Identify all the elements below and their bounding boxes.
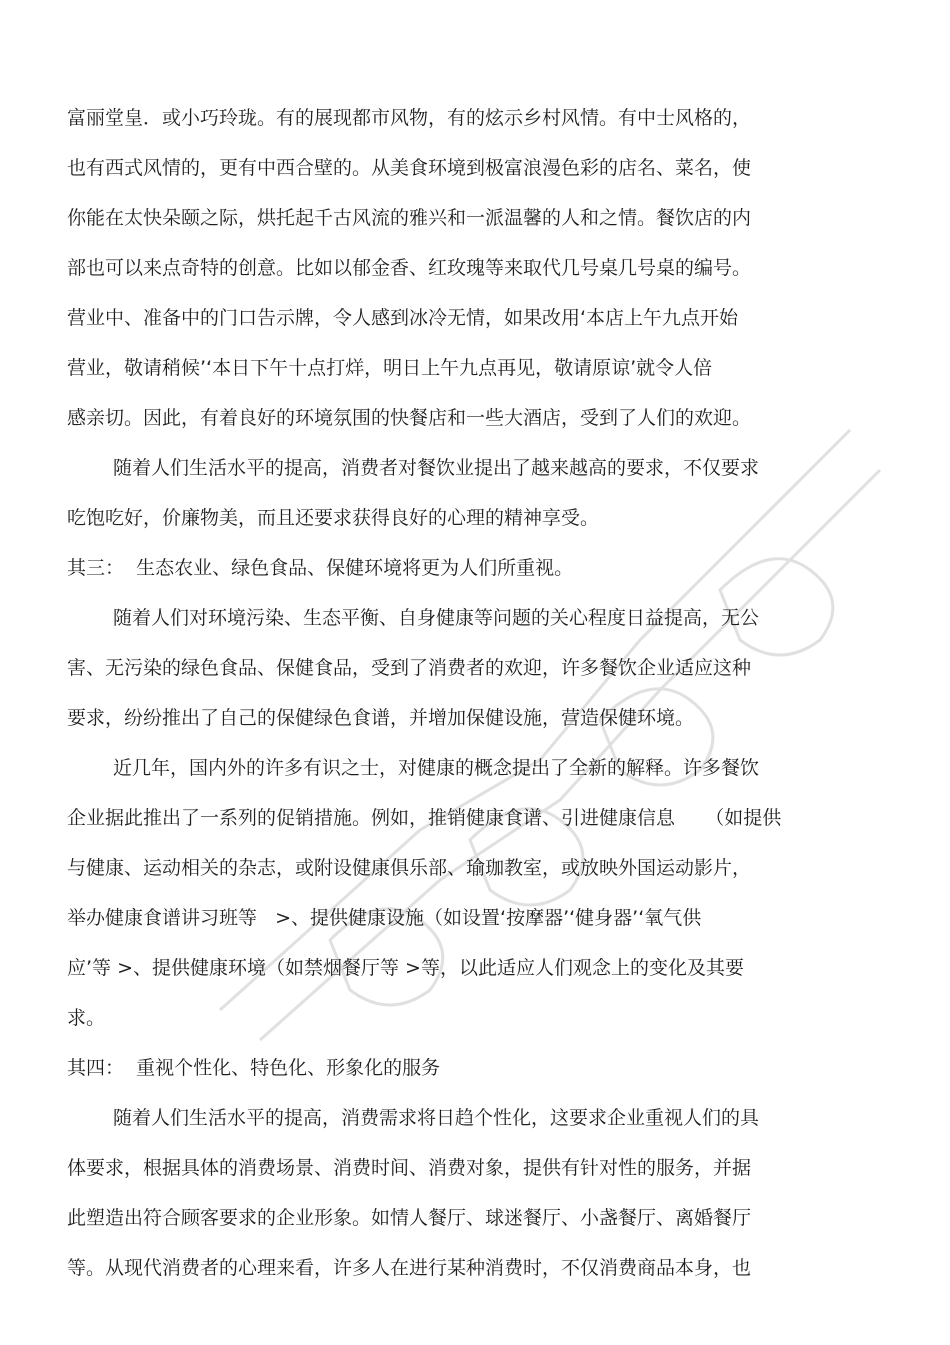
- text-line-23: 此塑造出符合顾客要求的企业形象。如情人餐厅、球迷餐厅、小盏餐厅、离婚餐厅: [67, 1207, 752, 1229]
- text-line-1: 富丽堂皇．或小巧玲珑。有的展现都市风物，有的炫示乡村风情。有中士风格的，: [67, 107, 752, 129]
- text-line-5: 营业中、准备中的门口告示牌，令人感到冰冷无情，如果改用‘本店上午九点开始: [67, 307, 739, 329]
- text-line-8: 随着人们生活水平的提高，消费者对餐饮业提出了越来越高的要求，不仅要求: [113, 457, 760, 479]
- text-line-7: 感亲切。因此，有着良好的环境氛围的快餐店和一些大酒店，受到了人们的欢迎。: [67, 407, 752, 429]
- section-heading-4: 其四： 重视个性化、特色化、形象化的服务: [67, 1057, 441, 1079]
- text-line-11: 随着人们对环境污染、生态平衡、自身健康等问题的关心程度日益提高，无公: [113, 607, 760, 629]
- text-line-21: 随着人们生活水平的提高，消费需求将日趋个性化，这要求企业重视人们的具: [113, 1107, 760, 1129]
- text-line-19: 求。: [67, 1007, 106, 1029]
- text-line-22: 体要求，根据具体的消费场景、消费时间、消费对象，提供有针对性的服务，并据: [67, 1157, 752, 1179]
- text-line-6: 营业，敬请稍候’‘本日下午十点打烊，明日上午九点再见，敬请原谅’就令人倍: [67, 357, 713, 379]
- text-line-9: 吃饱吃好，价廉物美，而且还要求获得良好的心理的精神享受。: [67, 507, 600, 529]
- text-line-24: 等。从现代消费者的心理来看，许多人在进行某种消费时，不仅消费商品本身，也: [67, 1257, 752, 1279]
- text-line-2: 也有西式风情的，更有中西合壁的。从美食环境到极富浪漫色彩的店名、菜名，使: [67, 157, 752, 179]
- text-line-13: 要求，纷纷推出了自己的保健绿色食谱，并增加保健设施，营造保健环境。: [67, 707, 695, 729]
- text-line-3: 你能在太快朵颐之际，烘托起千古风流的雅兴和一派温馨的人和之情。餐饮店的内: [67, 207, 752, 229]
- text-line-12: 害、无污染的绿色食品、保健食品，受到了消费者的欢迎，许多餐饮企业适应这种: [67, 657, 752, 679]
- text-line-17: 举办健康食谱讲习班等 >、提供健康设施（如设置‘按摩器’‘健身器’‘氧气供: [67, 907, 702, 929]
- text-line-15: 企业据此推出了一系列的促销措施。例如，推销健康食谱、引进健康信息 （如提供: [67, 807, 782, 829]
- text-line-18: 应’等 >、提供健康环境（如禁烟餐厅等 >等，以此适应人们观念上的变化及其要: [67, 957, 744, 979]
- text-line-14: 近几年，国内外的许多有识之士，对健康的概念提出了全新的解释。许多餐饮: [113, 757, 760, 779]
- text-line-16: 与健康、运动相关的杂志，或附设健康俱乐部、瑜珈教室，或放映外国运动影片，: [67, 857, 752, 879]
- section-heading-3: 其三： 生态农业、绿色食品、保健环境将更为人们所重视。: [67, 557, 574, 579]
- text-line-4: 部也可以来点奇特的创意。比如以郁金香、红玫瑰等来取代几号桌几号桌的编号。: [67, 257, 752, 279]
